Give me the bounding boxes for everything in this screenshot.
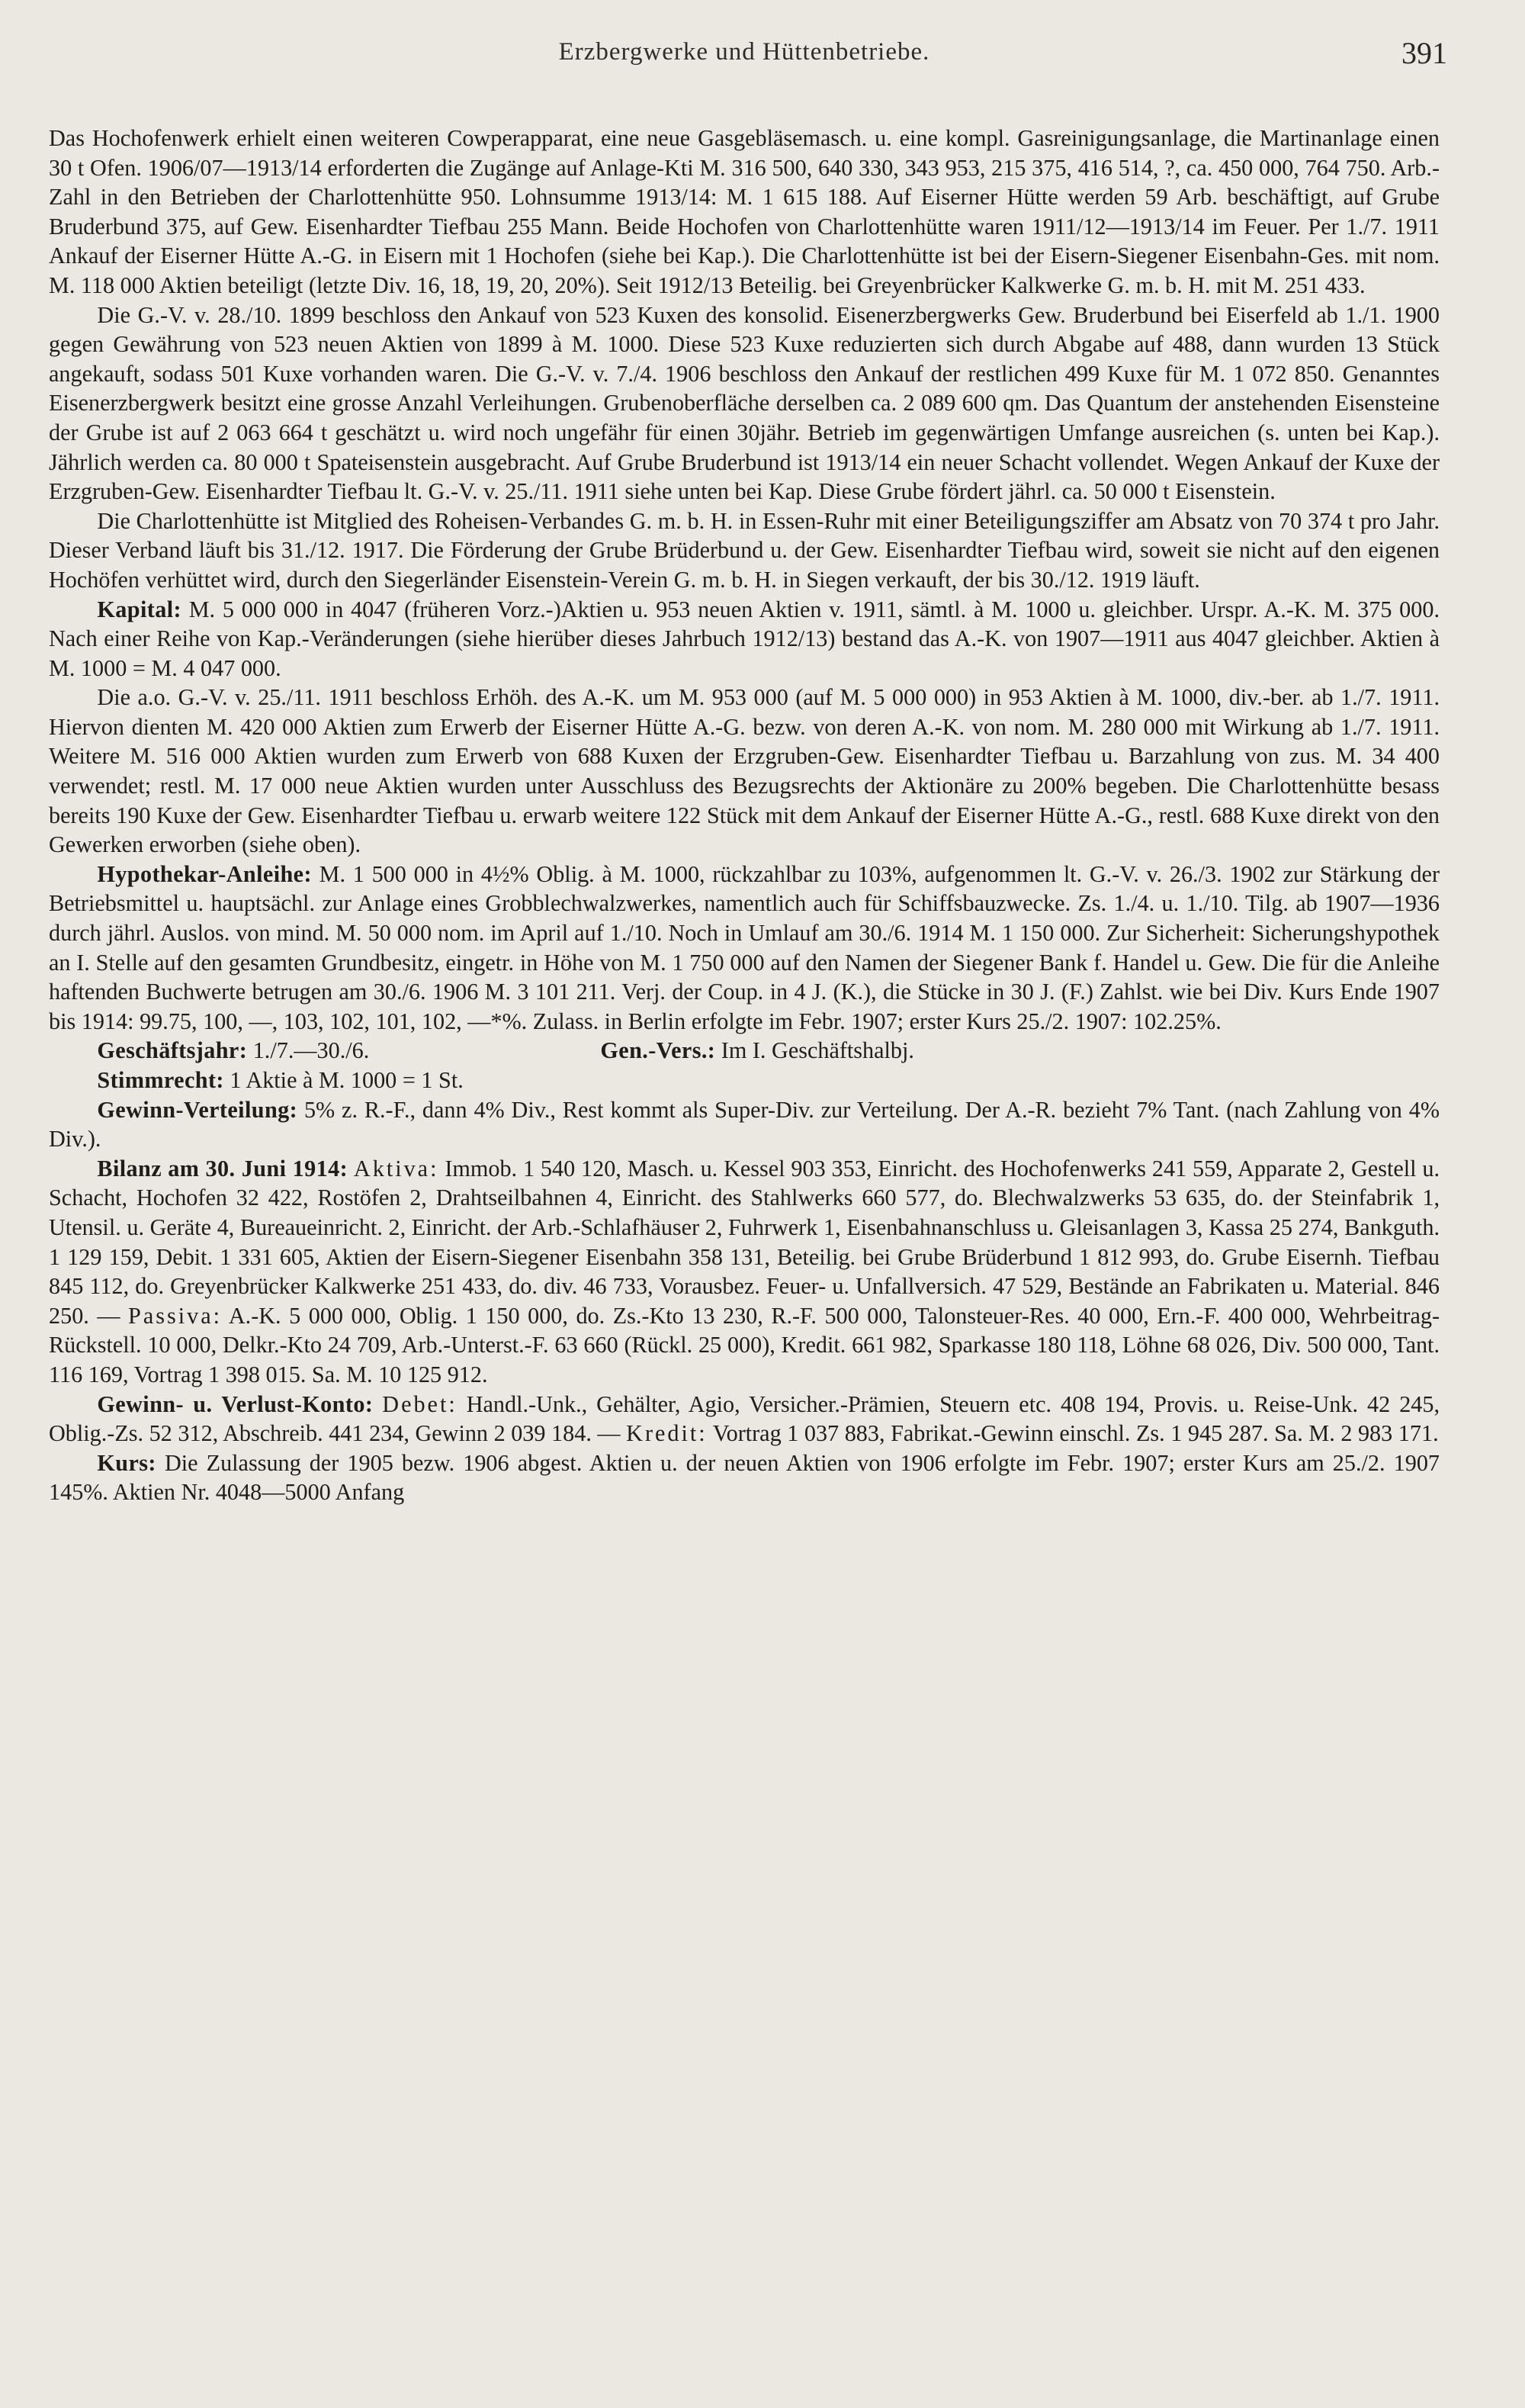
paragraph-hochofenwerk: Das Hochofenwerk erhielt einen weiteren Cowperapparat, eine neue Gasgebläsemasch. u. eine kompl. Gasreinigungsanlage, die Martinanlage einen 30 t Ofen. 1906/07—1913/14 erforderten die Zugänge auf Anlage-Kti M. 316 500, 640 330, 343 953, 215 375, 416 514, ?, ca. 450 000, 764 750. Arb.-Zahl in den Betrieben der Charlottenhütte 950. Lohnsumme 1913/14: M. 1 615 188. Auf Eiserner Hütte werden 59 Arb. beschäftigt, auf Grube Bruderbund 375, auf Gew. Eisenhardter Tiefbau 255 Mann. Beide Hochofen von Charlottenhütte waren 1911/12—1913/14 im Feuer. Per 1./7. 1911 Ankauf der Eiserner Hütte A.-G. in Eisern mit 1 Hochofen (siehe bei Kap.). Die Charlottenhütte ist bei der Eisern-Siegener Eisenbahn-Ges. mit nom. M. 118 000 Aktien beteiligt (letzte Div. 16, 18, 19, 20, 20%). Seit 1912/13 Beteilig. bei Greyenbrücker Kalkwerke G. m. b. H. mit M. 251 433.: [49, 125, 1440, 298]
paragraph-bilanz: [49, 1154, 1440, 1390]
gewinn-verteilung-label: Gewinn-Verteilung:: [97, 1096, 298, 1123]
paragraph-kapitalerhoehung: Die a.o. G.-V. v. 25./11. 1911 beschloss Erhöh. des A.-K. um M. 953 000 (auf M. 5 000 000) in 953 Aktien à M. 1000, div.-ber. ab 1./7. 1911. Hiervon dienten M. 420 000 Aktien zum Erwerb der Eiserner Hütte A.-G. bezw. von deren A.-K. von nom. M. 280 000 mit Wirkung ab 1./7. 1911. Weitere M. 516 000 Aktien wurden zum Erwerb von 688 Kuxen der Erzgruben-Gew. Eisenhardter Tiefbau u. Barzahlung von zus. M. 34 400 verwendet; restl. M. 17 000 neue Aktien wurden unter Ausschluss des Bezugsrechts der Aktionäre zu 200% begeben. Die Charlottenhütte besass bereits 190 Kuxe der Gew. Eisenhardter Tiefbau u. erwarb weitere 122 Stück mit dem Ankauf der Eiserner Hütte A.-G., restl. 688 Kuxe direkt von den Gewerken erworben (siehe oben).: [49, 684, 1440, 858]
stimmrecht-text: 1 Aktie à M. 1000 = 1 St.: [230, 1067, 464, 1093]
kredit-label: Kredit:: [626, 1420, 708, 1447]
geschaeftsjahr: [97, 1036, 600, 1066]
aktiva-label: Aktiva:: [353, 1155, 439, 1181]
geschaeftsjahr-genvers-row: [49, 1036, 1440, 1066]
kapital-text: M. 5 000 000 in 4047 (früheren Vorz.-)Aktien u. 953 neuen Aktien v. 1911, sämtl. à M. 1000 u. gleichber. Urspr. A.-K. M. 375 000. Nach einer Reihe von Kap.-Veränderungen (siehe hierüber dieses Jahrbuch 1912/13) bestand das A.-K. von 1907—1911 aus 4047 gleichber. Aktien à M. 1000 = M. 4 047 000.: [49, 596, 1440, 681]
paragraph-hypothekar-anleihe: [49, 860, 1440, 1037]
debet-label: Debet:: [382, 1390, 458, 1417]
passiva-text: A.-K. 5 000 000, Oblig. 1 150 000, do. Zs.-Kto 13 230, R.-F. 500 000, Talonsteuer-Res. 40 000, Ern.-F. 400 000, Wehrbeitrag-Rückstell. 10 000, Delkr.-Kto 24 709, Arb.-Unterst.-F. 63 660 (Rückl. 25 000), Kredit. 661 982, Sparkasse 180 118, Löhne 68 026, Div. 500 000, Tant. 116 169, Vortrag 1 398 015. Sa. M. 10 125 912.: [49, 1302, 1440, 1387]
paragraph-gewinn-verlust-konto: [49, 1390, 1440, 1448]
kredit-text: Vortrag 1 037 883, Fabrikat.-Gewinn einschl. Zs. 1 945 287. Sa. M. 2 983 171.: [712, 1420, 1439, 1447]
paragraph-stimmrecht: [49, 1066, 1440, 1095]
hypothek-label: Hypothekar-Anleihe:: [97, 860, 312, 887]
gen-vers-text: Im I. Geschäftshalbj.: [721, 1037, 914, 1064]
gen-vers: [600, 1036, 914, 1066]
paragraph-kuxe-ankauf: Die G.-V. v. 28./10. 1899 beschloss den Ankauf von 523 Kuxen des konsolid. Eisenerzbergwerks Gew. Bruderbund bei Eiserfeld ab 1./1. 1900 gegen Gewährung von 523 neuen Aktien von 1899 à M. 1000. Diese 523 Kuxe reduzierten sich durch Abgabe auf 488, dann wurden 13 Stück angekauft, sodass 501 Kuxe vorhanden waren. Die G.-V. v. 7./4. 1906 beschloss den Ankauf der restlichen 499 Kuxe für M. 1 072 850. Genanntes Eisenerzbergwerk besitzt eine grosse Anzahl Verleihungen. Grubenoberfläche derselben ca. 2 089 600 qm. Das Quantum der anstehenden Eisensteine der Grube ist auf 2 063 664 t geschätzt u. wird noch ungefähr für einen 30jähr. Betrieb im gegenwärtigen Umfange ausreichen (s. unten bei Kap.). Jährlich werden ca. 80 000 t Spateisenstein ausgebracht. Auf Grube Bruderbund ist 1913/14 ein neuer Schacht vollendet. Wegen Ankauf der Kuxe der Erzgruben-Gew. Eisenhardter Tiefbau lt. G.-V. v. 25./11. 1911 siehe unten bei Kap. Diese Grube fördert jährl. ca. 50 000 t Eisenstein.: [49, 301, 1440, 505]
debet-text: Handl.-Unk., Gehälter, Agio, Versicher.-Prämien, Steuern etc. 408 194, Provis. u. Reise-Unk. 42 245, Oblig.-Zs. 52 312, Abschreib. 441 234, Gewinn 2 039 184. —: [49, 1390, 1440, 1447]
paragraph-roheisen-verband: Die Charlottenhütte ist Mitglied des Roheisen-Verbandes G. m. b. H. in Essen-Ruhr mit einer Beteiligungsziffer am Absatz von 70 374 t pro Jahr. Dieser Verband läuft bis 31./12. 1917. Die Förderung der Grube Brüderbund u. der Gew. Eisenhardter Tiefbau wird, soweit sie nicht auf den eigenen Hochöfen verhüttet wird, durch den Siegerländer Eisenstein-Verein G. m. b. H. in Siegen verkauft, der bis 30./12. 1919 läuft.: [49, 507, 1440, 593]
body-text: [49, 124, 1440, 1507]
geschaeftsjahr-label: Geschäftsjahr:: [97, 1037, 248, 1064]
gen-vers-label: Gen.-Vers.:: [600, 1037, 716, 1064]
kapital-label: Kapital:: [97, 596, 181, 622]
guv-label: Gewinn- u. Verlust-Konto:: [97, 1390, 374, 1417]
gewinn-verteilung-text: 5% z. R.-F., dann 4% Div., Rest kommt als Super-Div. zur Verteilung. Der A.-R. bezieht 7% Tant. (nach Zahlung von 4% Div.).: [49, 1096, 1440, 1153]
running-header: [49, 35, 1447, 85]
header-title: Erzbergwerke und Hüttenbetriebe.: [558, 38, 930, 66]
paragraph-kurs: [49, 1448, 1440, 1507]
geschaeftsjahr-text: 1./7.—30./6.: [252, 1037, 370, 1064]
kurs-text: Die Zulassung der 1905 bezw. 1906 abgest. Aktien u. der neuen Aktien von 1906 erfolgte im Febr. 1907; erster Kurs am 25./2. 1907 145%. Aktien Nr. 4048—5000 Anfang: [49, 1449, 1440, 1506]
aktiva-text: Immob. 1 540 120, Masch. u. Kessel 903 353, Einricht. des Hochofenwerks 241 559, Apparate 2, Gestell u. Schacht, Hochofen 32 422, Rostöfen 2, Drahtseilbahnen 4, Einricht. des Stahlwerks 660 577, do. Blechwalzwerks 53 635, do. der Steinfabrik 1, Utensil. u. Geräte 4, Bureaueinricht. 2, Einricht. der Arb.-Schlafhäuser 2, Fuhrwerk 1, Eisenbahnanschluss u. Gleisanlagen 3, Kassa 25 274, Bankguth. 1 129 159, Debit. 1 331 605, Aktien der Eisern-Siegener Eisenbahn 358 131, Beteilig. bei Grube Brüderbund 1 812 993, do. Grube Eisernh. Tiefbau 845 112, do. Greyenbrücker Kalkwerke 251 433, do. div. 46 733, Vorausbez. Feuer- u. Unfallversich. 47 529, Bestände an Fabrikaten u. Material. 846 250. —: [49, 1155, 1440, 1329]
page-number: 391: [1401, 36, 1447, 70]
stimmrecht-label: Stimmrecht:: [97, 1067, 224, 1093]
passiva-label: Passiva:: [128, 1302, 222, 1329]
hypothek-text: M. 1 500 000 in 4½% Oblig. à M. 1000, rückzahlbar zu 103%, aufgenommen lt. G.-V. v. 26./3. 1902 zur Stärkung der Betriebsmittel u. hauptsächl. zur Anlage eines Grobblechwalzwerkes, namentlich auch für Schiffsbauzwecke. Zs. 1./4. u. 1./10. Tilg. ab 1907—1936 durch jährl. Auslos. von mind. M. 50 000 nom. im April auf 1./10. Noch in Umlauf am 30./6. 1914 M. 1 150 000. Zur Sicherheit: Sicherungshypothek an I. Stelle auf den gesamten Grundbesitz, eingetr. in Höhe von M. 1 750 000 auf den Namen der Siegener Bank f. Handel u. Gew. Die für die Anleihe haftenden Buchwerte betrugen am 30./6. 1906 M. 3 101 211. Verj. der Coup. in 4 J. (K.), die Stücke in 30 J. (F.) Zahlst. wie bei Div. Kurs Ende 1907 bis 1914: 99.75, 100, —, 103, 102, 101, 102, —*%. Zulass. in Berlin erfolgte im Febr. 1907; erster Kurs 25./2. 1907: 102.25%.: [49, 860, 1440, 1034]
bilanz-label: Bilanz am 30. Juni 1914:: [97, 1155, 348, 1181]
paragraph-kapital: [49, 595, 1440, 683]
kurs-label: Kurs:: [97, 1449, 156, 1476]
paragraph-gewinn-verteilung: [49, 1095, 1440, 1154]
